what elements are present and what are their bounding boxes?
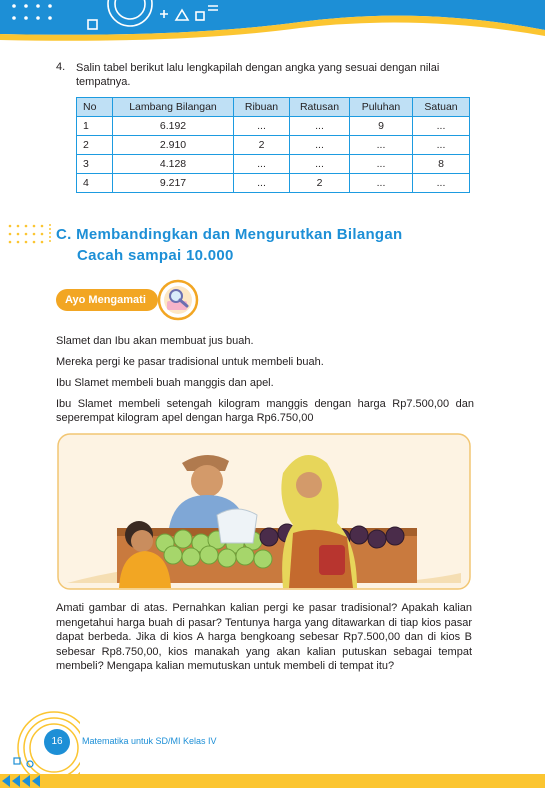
col-header: Satuan [413,98,470,117]
table-cell: ... [290,117,350,136]
table-cell: ... [350,136,413,155]
table-cell: ... [234,174,290,193]
ayo-mengamati-badge: Ayo Mengamati [56,289,158,311]
col-header: Ribuan [234,98,290,117]
table-cell: ... [413,174,470,193]
paragraph: Ibu Slamet membeli setengah kilogram manggis dengan harga Rp7.500,00 dan seperempat kilogram apel dengan harga Rp6.750,00 [56,398,474,424]
paragraph: Mereka pergi ke pasar tradisional untuk membeli buah. [56,356,324,368]
table-cell: 9.217 [113,174,234,193]
col-header: Ratusan [290,98,350,117]
table-cell: 2 [234,136,290,155]
table-cell: 4 [77,174,113,193]
table-row [77,117,470,136]
paragraph: Slamet dan Ibu akan membuat jus buah. [56,335,254,347]
table-header-row [77,98,470,117]
table-cell: ... [413,136,470,155]
table-cell: 2 [290,174,350,193]
section-heading-line2: Cacah sampai 10.000 [77,247,234,264]
table-cell: ... [234,117,290,136]
book-title: Matematika untuk SD/MI Kelas IV [82,736,217,746]
table-cell: ... [290,155,350,174]
table-cell: 6.192 [113,117,234,136]
paragraph: Ibu Slamet membeli buah manggis dan apel. [56,377,274,389]
question-number: 4. [56,61,66,73]
amati-paragraph: Amati gambar di atas. Pernahkan kalian pergi ke pasar tradisional? Apakah kalian mengetahui harga buah di pasar? Tentunya harga yang ditawarkan di tiap kios pasar dapat berbeda. Jika di kios A harga bengkoang sebesar Rp7.500,00 dan di kios B sebesar Rp8.750,00, kios manakah yang akan kalian putuskan sebagai tempat membeli? Mengapa kalian memutuskan untuk membeli di tempat itu? [56,602,472,672]
table-cell: ... [413,117,470,136]
section-heading [56,224,403,266]
table-cell: ... [290,136,350,155]
table-cell: 2.910 [113,136,234,155]
header-decoration [0,0,545,48]
table-cell: ... [234,155,290,174]
col-header: No [77,98,113,117]
table-cell: ... [350,155,413,174]
table-cell: 3 [77,155,113,174]
page-number: 16 [44,729,70,755]
table-row [77,155,470,174]
table-row [77,174,470,193]
table-cell: 9 [350,117,413,136]
place-value-table [76,97,470,193]
dots-decoration [4,222,52,246]
section-heading-line1: C. Membandingkan dan Mengurutkan Bilangan [56,226,403,243]
table-cell: 1 [77,117,113,136]
col-header: Lambang Bilangan [113,98,234,117]
table-cell: 4.128 [113,155,234,174]
footer-bar [0,774,545,788]
question-text: Salin tabel berikut lalu lengkapilah dengan angka yang sesuai dengan nilai tempatnya. [76,62,440,88]
market-illustration [57,433,471,590]
col-header: Puluhan [350,98,413,117]
table-cell: 2 [77,136,113,155]
table-row [77,136,470,155]
magnifier-icon [157,279,199,321]
table-cell: 8 [413,155,470,174]
table-cell: ... [350,174,413,193]
